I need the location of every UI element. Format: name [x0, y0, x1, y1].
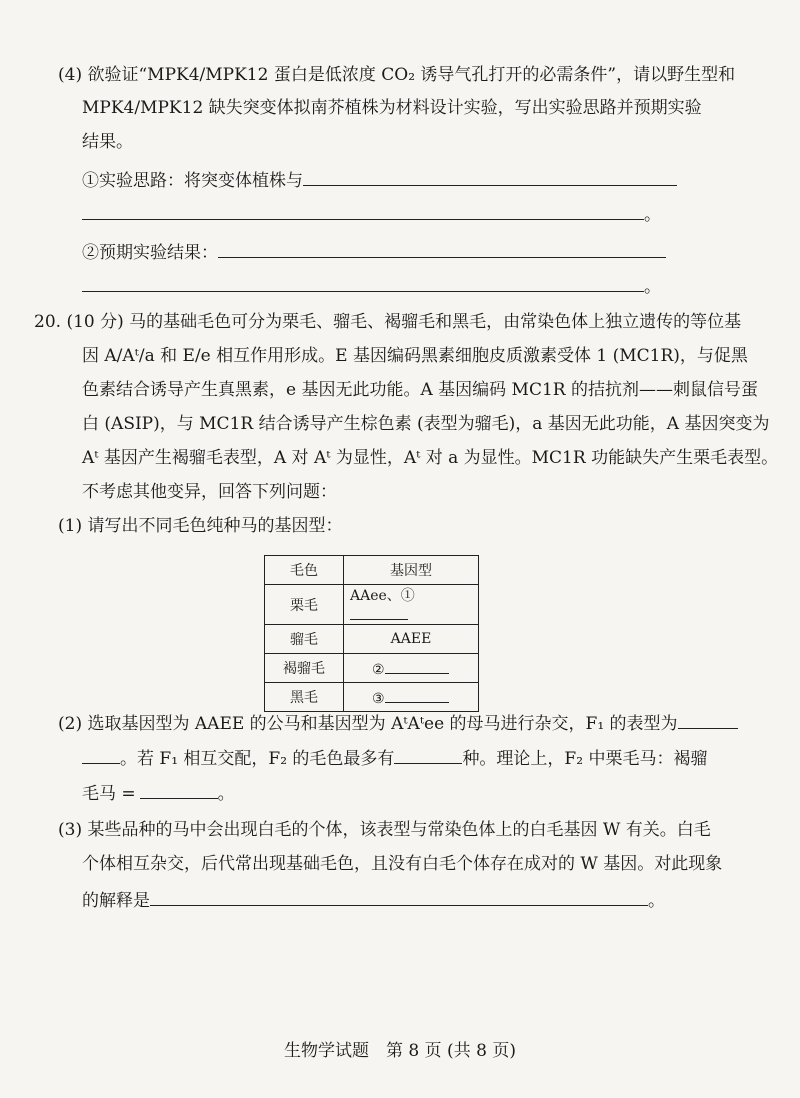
table-row	[265, 625, 479, 654]
q20-sub2-blank-phenotype-1[interactable]	[678, 710, 738, 729]
q4-idea-blank-1[interactable]	[303, 167, 677, 186]
q4-idea-label: ①实验思路：将突变体植株与	[82, 171, 303, 191]
genotype-text: ③	[372, 690, 385, 707]
q20-sub2-text-3: 毛马 =	[82, 784, 136, 804]
q20-sub3-line-2: 个体相互杂交，后代常出现基础毛色，且没有白毛个体存在成对的 W 基因。对此现象	[82, 854, 723, 874]
q20-sub2-blank-count[interactable]	[394, 745, 462, 764]
q4-result-blank-2[interactable]	[82, 273, 644, 292]
q20-sub2-text-2b: 种。理论上，F₂ 中栗毛马：褐骝	[462, 749, 708, 769]
q20-sub2-row-1	[58, 710, 738, 736]
q20-sub2-blank-phenotype-2[interactable]	[82, 745, 120, 764]
q20-sub2-text-1: (2) 选取基因型为 AAEE 的公马和基因型为 AᵗAᵗee 的母马进行杂交，F₁ 的表型为	[58, 714, 678, 734]
q4-idea-row	[82, 167, 677, 193]
table-row	[265, 585, 479, 625]
genotype-text: ②	[372, 661, 385, 678]
table-header-row	[265, 556, 479, 585]
q20-line-4: 白 (ASIP)，与 MC1R 结合诱导产生棕色素 (表型为骝毛)，a 基因无此功能，A 基因突变为	[82, 414, 770, 434]
q20-line-2: 因 A/Aᵗ/a 和 E/e 相互作用形成。E 基因编码黑素细胞皮质激素受体 1 (MC1R)，与促黑	[82, 346, 748, 366]
q4-result-row-2	[82, 273, 661, 299]
q4-result-blank-1[interactable]	[218, 239, 666, 258]
q4-line-3: 结果。	[82, 132, 133, 152]
q20-sub1: (1) 请写出不同毛色纯种马的基因型：	[58, 516, 343, 536]
table-cell-genotype	[344, 654, 479, 683]
q4-result-label: ②预期实验结果：	[82, 243, 218, 263]
q4-idea-blank-2[interactable]	[82, 201, 644, 220]
table-cell-color: 褐骝毛	[265, 654, 344, 683]
table-header-genotype: 基因型	[344, 556, 479, 585]
table-cell-color: 栗毛	[265, 585, 344, 625]
table-row	[265, 654, 479, 683]
q20-sub3-line-1: (3) 某些品种的马中会出现白毛的个体，该表型与常染色体上的白毛基因 W 有关。白毛	[58, 820, 711, 840]
q20-sub2-blank-ratio[interactable]	[140, 780, 218, 799]
table-cell-color: 黑毛	[265, 683, 344, 712]
table-row	[265, 683, 479, 712]
q20-sub2-text-2a: 。若 F₁ 相互交配，F₂ 的毛色最多有	[120, 749, 395, 769]
q20-sub2-row-2	[82, 745, 707, 771]
blank-3[interactable]	[385, 688, 449, 703]
q4-line-1: (4) 欲验证“MPK4/MPK12 蛋白是低浓度 CO₂ 诱导气孔打开的必需条件”，请以野生型和	[58, 65, 736, 85]
q4-idea-row-2	[82, 201, 661, 227]
q20-sub2-period: 。	[217, 784, 235, 804]
blank-2[interactable]	[385, 659, 449, 674]
q20-sub2-row-3	[82, 780, 235, 806]
table-cell-genotype: AAEE	[344, 625, 479, 654]
table-cell-genotype	[344, 585, 479, 625]
q20-line-1: 20. (10 分) 马的基础毛色可分为栗毛、骝毛、褐骝毛和黑毛，由常染色体上独立遗传的等位基	[34, 312, 742, 332]
page-footer: 生物学试题 第 8 页 (共 8 页)	[284, 1041, 516, 1061]
q20-sub3-row-3	[82, 887, 665, 913]
table-header-color: 毛色	[265, 556, 344, 585]
q20-sub3-text-3: 的解释是	[82, 891, 150, 911]
genotype-table	[264, 555, 479, 712]
q4-result-row	[82, 239, 666, 265]
table-cell-genotype	[344, 683, 479, 712]
q4-line-2: MPK4/MPK12 缺失突变体拟南芥植株为材料设计实验，写出实验思路并预期实验	[82, 98, 702, 118]
q4-idea-period: 。	[644, 205, 661, 225]
q4-result-period: 。	[644, 277, 661, 297]
table-cell-color: 骝毛	[265, 625, 344, 654]
q20-sub3-period: 。	[648, 891, 665, 911]
q20-line-5: Aᵗ 基因产生褐骝毛表型，A 对 Aᵗ 为显性，Aᵗ 对 a 为显性。MC1R 功能缺失产生栗毛表型。	[82, 448, 779, 468]
q20-line-6: 不考虑其他变异，回答下列问题：	[82, 482, 337, 502]
q20-sub3-blank-explanation[interactable]	[150, 887, 648, 906]
blank-1[interactable]	[350, 605, 408, 620]
genotype-text: AAee、①	[350, 588, 415, 604]
q20-line-3: 色素结合诱导产生真黑素，e 基因无此功能。A 基因编码 MC1R 的拮抗剂——刺鼠信号蛋	[82, 380, 758, 400]
